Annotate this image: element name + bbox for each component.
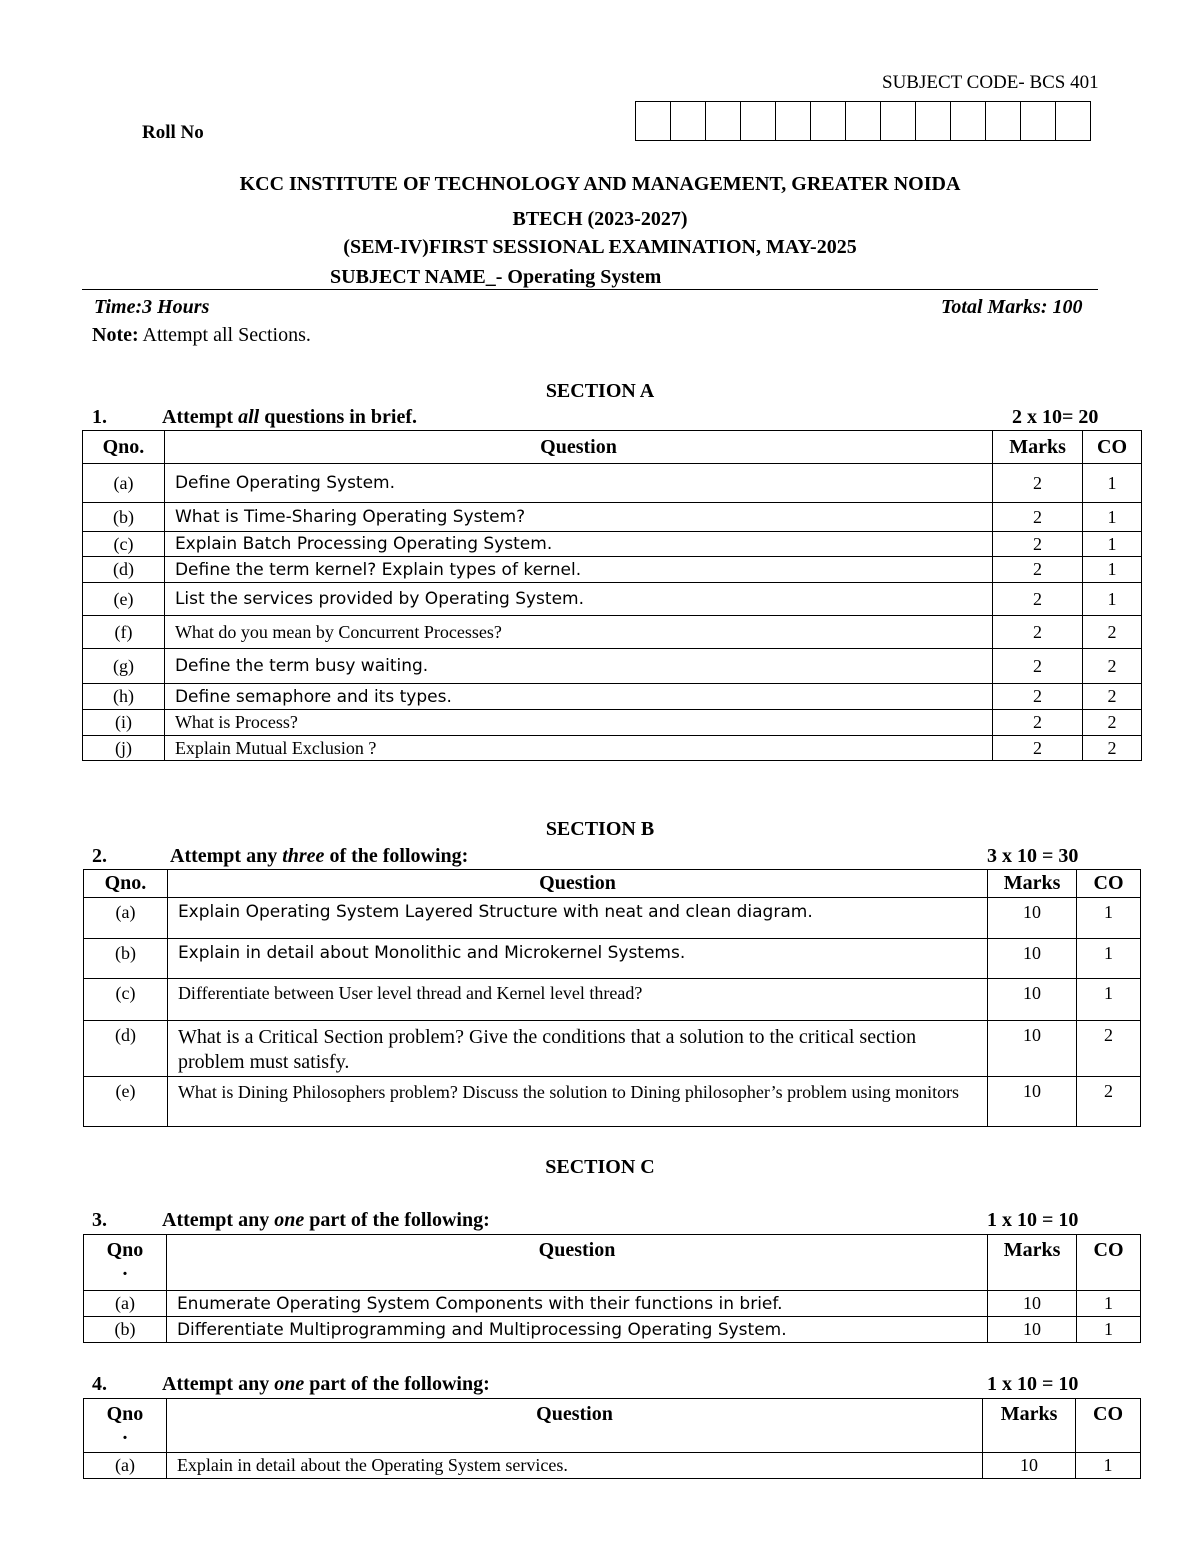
table-cell: 2	[1083, 616, 1142, 649]
section-b-table	[83, 869, 1141, 1127]
table-cell: 2	[993, 684, 1083, 710]
table-cell: 2	[993, 649, 1083, 684]
roll-no-label: Roll No	[142, 122, 204, 143]
table-row	[84, 898, 1141, 939]
section-marks: 1 x 10 = 10	[987, 1373, 1079, 1395]
question-text: What is Time-Sharing Operating System?	[164, 503, 992, 532]
table-row	[83, 684, 1142, 710]
instruction-text: Attempt any three of the following:	[170, 845, 469, 867]
table-row	[83, 557, 1142, 583]
table-cell: 2	[993, 710, 1083, 736]
table-cell: 10	[988, 1317, 1077, 1343]
roll-box	[880, 101, 916, 141]
table-cell: (c)	[84, 979, 168, 1021]
total-marks: Total Marks: 100	[941, 296, 1083, 318]
col-question: Question	[167, 870, 987, 898]
roll-box	[845, 101, 881, 141]
roll-box	[775, 101, 811, 141]
col-co: CO	[1083, 431, 1142, 464]
note	[92, 324, 311, 347]
table-header-row	[84, 870, 1141, 898]
table-cell: (a)	[84, 1291, 167, 1317]
question-text: Define semaphore and its types.	[164, 684, 992, 710]
question-text: What do you mean by Concurrent Processes?	[164, 616, 992, 649]
table-row	[83, 503, 1142, 532]
table-row	[83, 532, 1142, 557]
instruction-text: Attempt any one part of the following:	[162, 1373, 490, 1395]
roll-box	[1020, 101, 1056, 141]
question-4-table	[83, 1398, 1141, 1479]
roll-box	[740, 101, 776, 141]
table-row	[83, 736, 1142, 761]
question-3-table	[83, 1234, 1141, 1343]
note-text: Attempt all Sections.	[138, 324, 311, 346]
table-cell: 2	[1083, 710, 1142, 736]
col-qno: Qno .	[84, 1235, 167, 1291]
question-text: What is a Critical Section problem? Give the conditions that a solution to the critical section problem must satisfy.	[167, 1021, 987, 1077]
table-cell: 1	[1083, 583, 1142, 616]
table-row	[84, 1077, 1141, 1127]
question-text: Define Operating System.	[164, 464, 992, 503]
table-cell: 10	[988, 1021, 1077, 1077]
section-c-title: SECTION C	[545, 1156, 655, 1178]
instruction-text: Attempt all questions in brief.	[162, 406, 418, 428]
table-cell: (b)	[84, 939, 168, 979]
question-number: 4.	[92, 1373, 107, 1395]
roll-box	[670, 101, 706, 141]
table-cell: 10	[988, 939, 1077, 979]
subject-name-line	[82, 265, 1098, 290]
table-cell: 2	[993, 503, 1083, 532]
table-cell: (d)	[84, 1021, 168, 1077]
table-row	[84, 1453, 1141, 1479]
question-text: Explain Batch Processing Operating System.	[164, 532, 992, 557]
table-cell: 1	[1083, 557, 1142, 583]
table-cell: 1	[1077, 939, 1141, 979]
table-cell: 2	[993, 532, 1083, 557]
table-cell: (c)	[83, 532, 165, 557]
table-cell: 10	[988, 979, 1077, 1021]
section-b-title: SECTION B	[545, 818, 655, 840]
table-cell: 10	[988, 1077, 1077, 1127]
roll-box	[915, 101, 951, 141]
table-row	[84, 1317, 1141, 1343]
question-text: Enumerate Operating System Components with their functions in brief.	[166, 1291, 987, 1317]
col-co: CO	[1077, 870, 1141, 898]
time-allowed: Time:3 Hours	[94, 296, 210, 318]
table-row	[84, 939, 1141, 979]
roll-box	[1055, 101, 1091, 141]
table-row	[83, 649, 1142, 684]
question-text: Explain in detail about the Operating System services.	[166, 1453, 982, 1479]
table-row	[84, 1021, 1141, 1077]
subject-code: SUBJECT CODE- BCS 401	[882, 72, 1099, 93]
table-cell: 1	[1077, 1317, 1141, 1343]
question-text: List the services provided by Operating System.	[164, 583, 992, 616]
col-marks: Marks	[993, 431, 1083, 464]
table-cell: 10	[983, 1453, 1076, 1479]
question-text: Explain in detail about Monolithic and Microkernel Systems.	[167, 939, 987, 979]
table-cell: (d)	[83, 557, 165, 583]
section-marks: 3 x 10 = 30	[987, 845, 1079, 867]
col-marks: Marks	[988, 1235, 1077, 1291]
table-cell: (b)	[83, 503, 165, 532]
institute-name: KCC INSTITUTE OF TECHNOLOGY AND MANAGEMENT, GREATER NOIDA	[239, 173, 961, 195]
table-cell: 1	[1083, 503, 1142, 532]
col-qno: Qno .	[84, 1399, 167, 1453]
table-cell: 1	[1076, 1453, 1141, 1479]
table-cell: 2	[993, 583, 1083, 616]
table-cell: 1	[1083, 532, 1142, 557]
note-label: Note:	[92, 324, 139, 346]
table-cell: (f)	[83, 616, 165, 649]
table-cell: 2	[993, 736, 1083, 761]
question-text: Explain Mutual Exclusion ?	[164, 736, 992, 761]
table-cell: 2	[993, 464, 1083, 503]
table-cell: 2	[1083, 736, 1142, 761]
exam-title: (SEM-IV)FIRST SESSIONAL EXAMINATION, MAY-2025	[343, 236, 857, 258]
question-number: 2.	[92, 845, 107, 867]
table-row	[83, 464, 1142, 503]
col-co: CO	[1076, 1399, 1141, 1453]
program-name: BTECH (2023-2027)	[512, 208, 688, 230]
table-cell: 2	[993, 616, 1083, 649]
col-co: CO	[1077, 1235, 1141, 1291]
roll-box	[635, 101, 671, 141]
question-text: What is Process?	[164, 710, 992, 736]
subject-name: SUBJECT NAME_- Operating System	[330, 266, 662, 288]
table-row	[83, 710, 1142, 736]
table-header-row	[84, 1235, 1141, 1291]
table-cell: (i)	[83, 710, 165, 736]
table-cell: (e)	[83, 583, 165, 616]
question-text: Differentiate between User level thread and Kernel level thread?	[167, 979, 987, 1021]
question-text: Define the term kernel? Explain types of kernel.	[164, 557, 992, 583]
table-cell: 2	[1077, 1021, 1141, 1077]
table-cell: 1	[1083, 464, 1142, 503]
section-a-title: SECTION A	[545, 380, 655, 402]
table-cell: (h)	[83, 684, 165, 710]
section-marks: 1 x 10 = 10	[987, 1209, 1079, 1231]
table-row	[84, 1291, 1141, 1317]
table-cell: (a)	[84, 1453, 167, 1479]
col-marks: Marks	[983, 1399, 1076, 1453]
section-a-table	[82, 430, 1142, 761]
table-cell: (j)	[83, 736, 165, 761]
table-cell: 1	[1077, 1291, 1141, 1317]
roll-box	[950, 101, 986, 141]
table-row	[84, 979, 1141, 1021]
table-cell: 2	[993, 557, 1083, 583]
instruction-text: Attempt any one part of the following:	[162, 1209, 490, 1231]
col-qno: Qno.	[83, 431, 165, 464]
table-row	[83, 616, 1142, 649]
col-question: Question	[166, 1399, 982, 1453]
col-question: Question	[164, 431, 992, 464]
roll-box	[810, 101, 846, 141]
table-cell: (a)	[83, 464, 165, 503]
table-cell: 1	[1077, 898, 1141, 939]
table-cell: 1	[1077, 979, 1141, 1021]
table-cell: 10	[988, 1291, 1077, 1317]
table-header-row	[84, 1399, 1141, 1453]
col-qno: Qno.	[84, 870, 168, 898]
roll-no-boxes	[636, 101, 1091, 141]
section-marks: 2 x 10= 20	[1012, 406, 1099, 428]
table-cell: 2	[1083, 684, 1142, 710]
table-cell: 2	[1077, 1077, 1141, 1127]
table-header-row	[83, 431, 1142, 464]
question-text: What is Dining Philosophers problem? Discuss the solution to Dining philosopher’s problem using monitors	[167, 1077, 987, 1127]
question-text: Define the term busy waiting.	[164, 649, 992, 684]
question-number: 1.	[92, 406, 107, 428]
table-cell: (b)	[84, 1317, 167, 1343]
question-text: Explain Operating System Layered Structure with neat and clean diagram.	[167, 898, 987, 939]
col-question: Question	[166, 1235, 987, 1291]
col-marks: Marks	[988, 870, 1077, 898]
roll-box	[705, 101, 741, 141]
table-cell: 2	[1083, 649, 1142, 684]
table-cell: (g)	[83, 649, 165, 684]
table-cell: (e)	[84, 1077, 168, 1127]
table-cell: (a)	[84, 898, 168, 939]
table-row	[83, 583, 1142, 616]
table-cell: 10	[988, 898, 1077, 939]
question-text: Differentiate Multiprogramming and Multiprocessing Operating System.	[166, 1317, 987, 1343]
question-number: 3.	[92, 1209, 107, 1231]
roll-box	[985, 101, 1021, 141]
